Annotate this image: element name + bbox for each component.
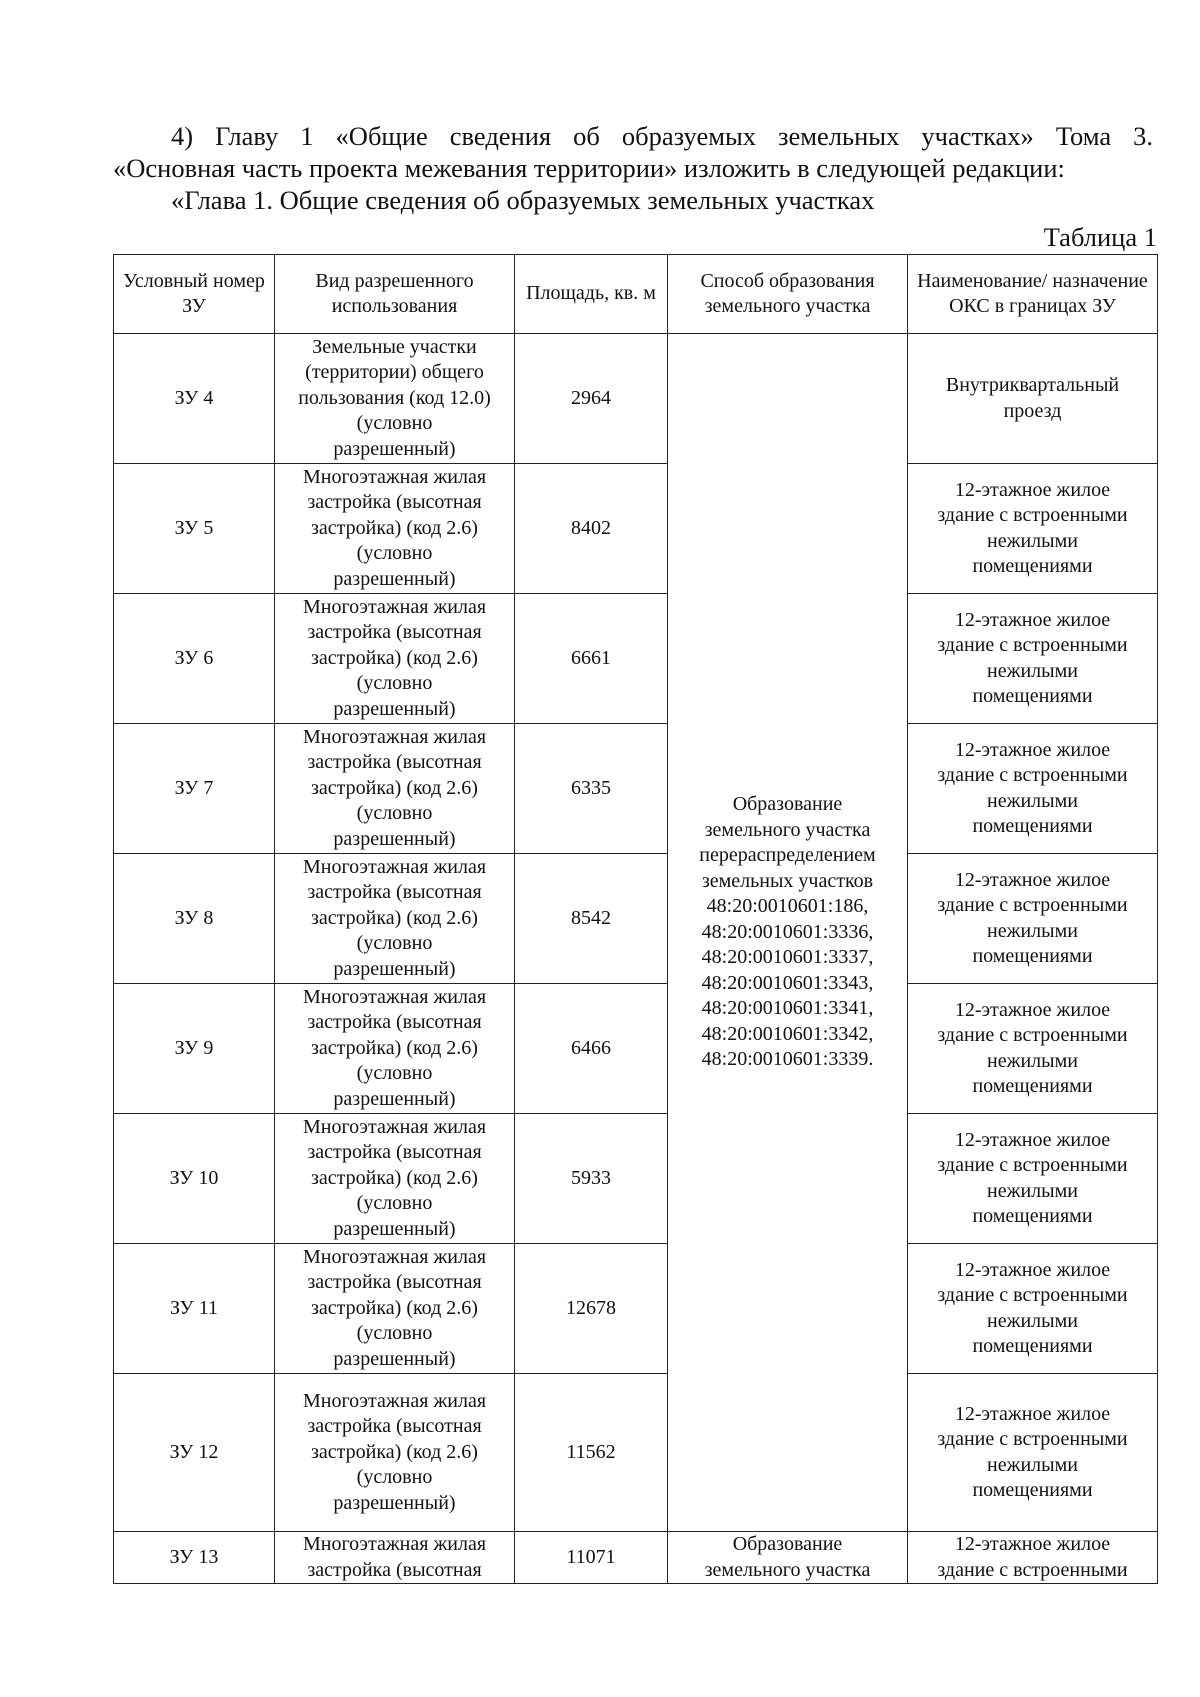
- plot-number-cell: ЗУ 6: [114, 594, 275, 724]
- oks-purpose-cell: 12-этажное жилое здание с встроенными нежилыми помещениями: [908, 1114, 1158, 1244]
- area-cell: 6335: [515, 724, 668, 854]
- land-plots-table: [113, 254, 1158, 1584]
- table-row: [114, 984, 1158, 1114]
- table-row: [114, 1532, 1158, 1584]
- permitted-use-cell: Многоэтажная жилая застройка (высотная застройка) (код 2.6) (условно разрешенный): [275, 854, 515, 984]
- table-row: [114, 464, 1158, 594]
- permitted-use-cell: Многоэтажная жилая застройка (высотная застройка) (код 2.6) (условно разрешенный): [275, 464, 515, 594]
- permitted-use-cell: Многоэтажная жилая застройка (высотная застройка) (код 2.6) (условно разрешенный): [275, 1114, 515, 1244]
- permitted-use-cell: Земельные участки (территории) общего пользования (код 12.0) (условно разрешенный): [275, 334, 515, 464]
- table-row: [114, 1374, 1158, 1532]
- permitted-use-cell: Многоэтажная жилая застройка (высотная застройка) (код 2.6) (условно разрешенный): [275, 1244, 515, 1374]
- oks-purpose-cell: 12-этажное жилое здание с встроенными: [908, 1532, 1158, 1584]
- header-plot-number: Условный номер ЗУ: [114, 255, 275, 334]
- table-row: [114, 854, 1158, 984]
- intro-paragraph-2: «Основная часть проекта межевания территории» изложить в следующей редакции:: [113, 153, 1065, 183]
- permitted-use-cell: Многоэтажная жилая застройка (высотная застройка) (код 2.6) (условно разрешенный): [275, 984, 515, 1114]
- permitted-use-cell: Многоэтажная жилая застройка (высотная застройка) (код 2.6) (условно разрешенный): [275, 724, 515, 854]
- area-cell: 8542: [515, 854, 668, 984]
- area-cell: 5933: [515, 1114, 668, 1244]
- oks-purpose-cell: 12-этажное жилое здание с встроенными нежилыми помещениями: [908, 1374, 1158, 1532]
- area-cell: 11071: [515, 1532, 668, 1584]
- permitted-use-cell: Многоэтажная жилая застройка (высотная застройка) (код 2.6) (условно разрешенный): [275, 594, 515, 724]
- plot-number-cell: ЗУ 9: [114, 984, 275, 1114]
- area-cell: 8402: [515, 464, 668, 594]
- header-formation-method: Способ образования земельного участка: [668, 255, 908, 334]
- plot-number-cell: ЗУ 12: [114, 1374, 275, 1532]
- plot-number-cell: ЗУ 10: [114, 1114, 275, 1244]
- header-oks-purpose: Наименование/ назначение ОКС в границах ЗУ: [908, 255, 1158, 334]
- oks-purpose-cell: 12-этажное жилое здание с встроенными нежилыми помещениями: [908, 854, 1158, 984]
- table-row: [114, 1244, 1158, 1374]
- oks-purpose-cell: Внутриквартальный проезд: [908, 334, 1158, 464]
- oks-purpose-cell: 12-этажное жилое здание с встроенными нежилыми помещениями: [908, 464, 1158, 594]
- table-row: [114, 1114, 1158, 1244]
- intro-text: [113, 120, 1153, 216]
- header-permitted-use: Вид разрешенного использования: [275, 255, 515, 334]
- area-cell: 6466: [515, 984, 668, 1114]
- table-caption: Таблица 1: [1043, 222, 1157, 252]
- oks-purpose-cell: 12-этажное жилое здание с встроенными нежилыми помещениями: [908, 724, 1158, 854]
- area-cell: 2964: [515, 334, 668, 464]
- table-row: [114, 724, 1158, 854]
- plot-number-cell: ЗУ 11: [114, 1244, 275, 1374]
- area-cell: 12678: [515, 1244, 668, 1374]
- formation-method-cell: Образование земельного участка: [668, 1532, 908, 1584]
- table-row: [114, 334, 1158, 464]
- permitted-use-cell: Многоэтажная жилая застройка (высотная застройка) (код 2.6) (условно разрешенный): [275, 1374, 515, 1532]
- formation-method-merged-cell: Образование земельного участка перераспределением земельных участков 48:20:0010601:186, 48:20:0010601:3336, 48:20:0010601:3337, 48:20:0010601:3343, 48:20:0010601:3341, 48:20:0010601:3342, 48:20:0010601:3339.: [668, 334, 908, 1532]
- plot-number-cell: ЗУ 7: [114, 724, 275, 854]
- plot-number-cell: ЗУ 13: [114, 1532, 275, 1584]
- plot-number-cell: ЗУ 4: [114, 334, 275, 464]
- intro-paragraph-1: 4) Главу 1 «Общие сведения об образуемых земельных участках» Тома 3.: [171, 121, 1153, 151]
- oks-purpose-cell: 12-этажное жилое здание с встроенными нежилыми помещениями: [908, 984, 1158, 1114]
- header-area: Площадь, кв. м: [515, 255, 668, 334]
- table-row: [114, 594, 1158, 724]
- oks-purpose-cell: 12-этажное жилое здание с встроенными нежилыми помещениями: [908, 1244, 1158, 1374]
- area-cell: 6661: [515, 594, 668, 724]
- oks-purpose-cell: 12-этажное жилое здание с встроенными нежилыми помещениями: [908, 594, 1158, 724]
- area-cell: 11562: [515, 1374, 668, 1532]
- plot-number-cell: ЗУ 5: [114, 464, 275, 594]
- permitted-use-cell: Многоэтажная жилая застройка (высотная: [275, 1532, 515, 1584]
- table-header-row: [114, 255, 1158, 334]
- plot-number-cell: ЗУ 8: [114, 854, 275, 984]
- chapter-heading: «Глава 1. Общие сведения об образуемых земельных участках: [171, 185, 875, 215]
